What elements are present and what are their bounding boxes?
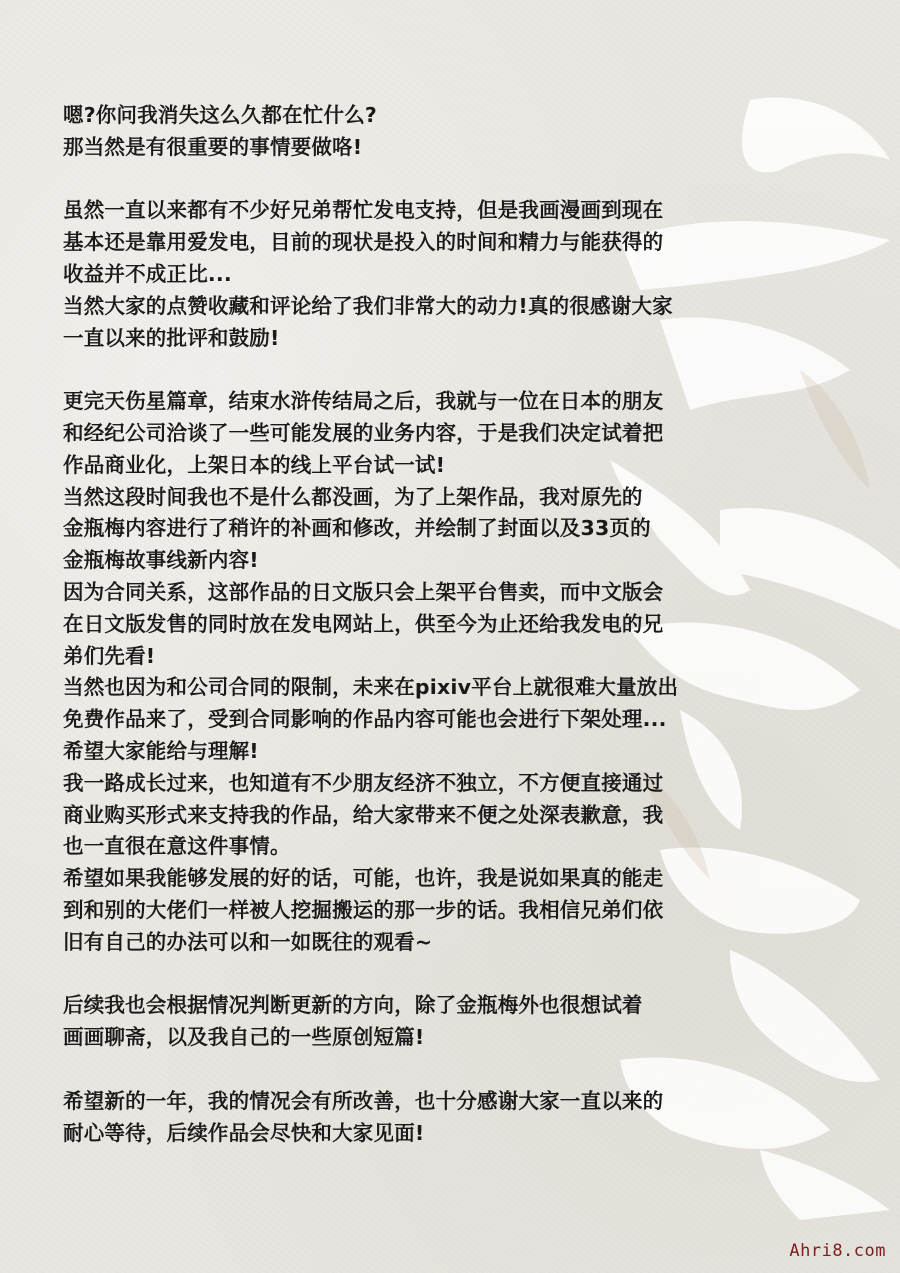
text-line: 作品商业化，上架日本的线上平台试一试! bbox=[63, 452, 446, 477]
text-line: 弟们先看! bbox=[63, 643, 156, 668]
text-line: 因为合同关系，这部作品的日文版只会上架平台售卖，而中文版会 bbox=[63, 579, 664, 604]
text-line: 免费作品来了，受到合同影响的作品内容可能也会进行下架处理... bbox=[63, 707, 667, 732]
paragraph bbox=[63, 386, 743, 958]
text-line: 旧有自己的办法可以和一如既往的观看~ bbox=[63, 929, 433, 954]
text-line: 更完天伤星篇章，结束水浒传结局之后，我就与一位在日本的朋友 bbox=[63, 389, 664, 414]
paragraph bbox=[63, 100, 743, 164]
paragraph bbox=[63, 990, 743, 1054]
letter-body bbox=[63, 100, 743, 1149]
text-line: 收益并不成正比... bbox=[63, 261, 232, 286]
text-line: 在日文版发售的同时放在发电网站上，供至今为止还给我发电的兄 bbox=[63, 611, 664, 636]
text-line: 也一直很在意这件事情。 bbox=[63, 834, 291, 859]
text-line: 耐心等待，后续作品会尽快和大家见面! bbox=[63, 1120, 425, 1145]
text-line: 那当然是有很重要的事情要做咯! bbox=[63, 134, 363, 159]
text-line: 到和别的大佬们一样被人挖掘搬运的那一步的话。我相信兄弟们依 bbox=[63, 897, 664, 922]
text-line: 希望如果我能够发展的好的话，可能，也许，我是说如果真的能走 bbox=[63, 866, 664, 891]
paragraph bbox=[63, 1086, 743, 1150]
text-line: 嗯?你问我消失这么久都在忙什么? bbox=[63, 103, 377, 127]
text-line: 希望大家能给与理解! bbox=[63, 738, 259, 763]
text-line: 一直以来的批评和鼓励! bbox=[63, 325, 280, 350]
text-line: 当然也因为和公司合同的限制，未来在pixiv平台上就很难大量放出 bbox=[63, 675, 679, 700]
text-line: 当然这段时间我也不是什么都没画，为了上架作品，我对原先的 bbox=[63, 484, 643, 509]
site-watermark: Ahri8.com bbox=[789, 1241, 886, 1261]
text-line: 金瓶梅内容进行了稍许的补画和修改，并绘制了封面以及33页的 bbox=[63, 516, 651, 541]
text-line: 后续我也会根据情况判断更新的方向，除了金瓶梅外也很想试着 bbox=[63, 993, 643, 1018]
text-line: 商业购买形式来支持我的作品，给大家带来不便之处深表歉意，我 bbox=[63, 802, 664, 827]
text-line: 基本还是靠用爱发电，目前的现状是投入的时间和精力与能获得的 bbox=[63, 230, 664, 255]
text-line: 当然大家的点赞收藏和评论给了我们非常大的动力!真的很感谢大家 bbox=[63, 293, 673, 318]
paragraph bbox=[63, 195, 743, 354]
text-line: 和经纪公司洽谈了一些可能发展的业务内容，于是我们决定试着把 bbox=[63, 420, 664, 445]
text-line: 我一路成长过来，也知道有不少朋友经济不独立，不方便直接通过 bbox=[63, 770, 664, 795]
text-line: 虽然一直以来都有不少好兄弟帮忙发电支持，但是我画漫画到现在 bbox=[63, 198, 664, 223]
text-line: 画画聊斋，以及我自己的一些原创短篇! bbox=[63, 1025, 425, 1050]
text-line: 金瓶梅故事线新内容! bbox=[63, 548, 259, 573]
text-line: 希望新的一年，我的情况会有所改善，也十分感谢大家一直以来的 bbox=[63, 1088, 664, 1113]
